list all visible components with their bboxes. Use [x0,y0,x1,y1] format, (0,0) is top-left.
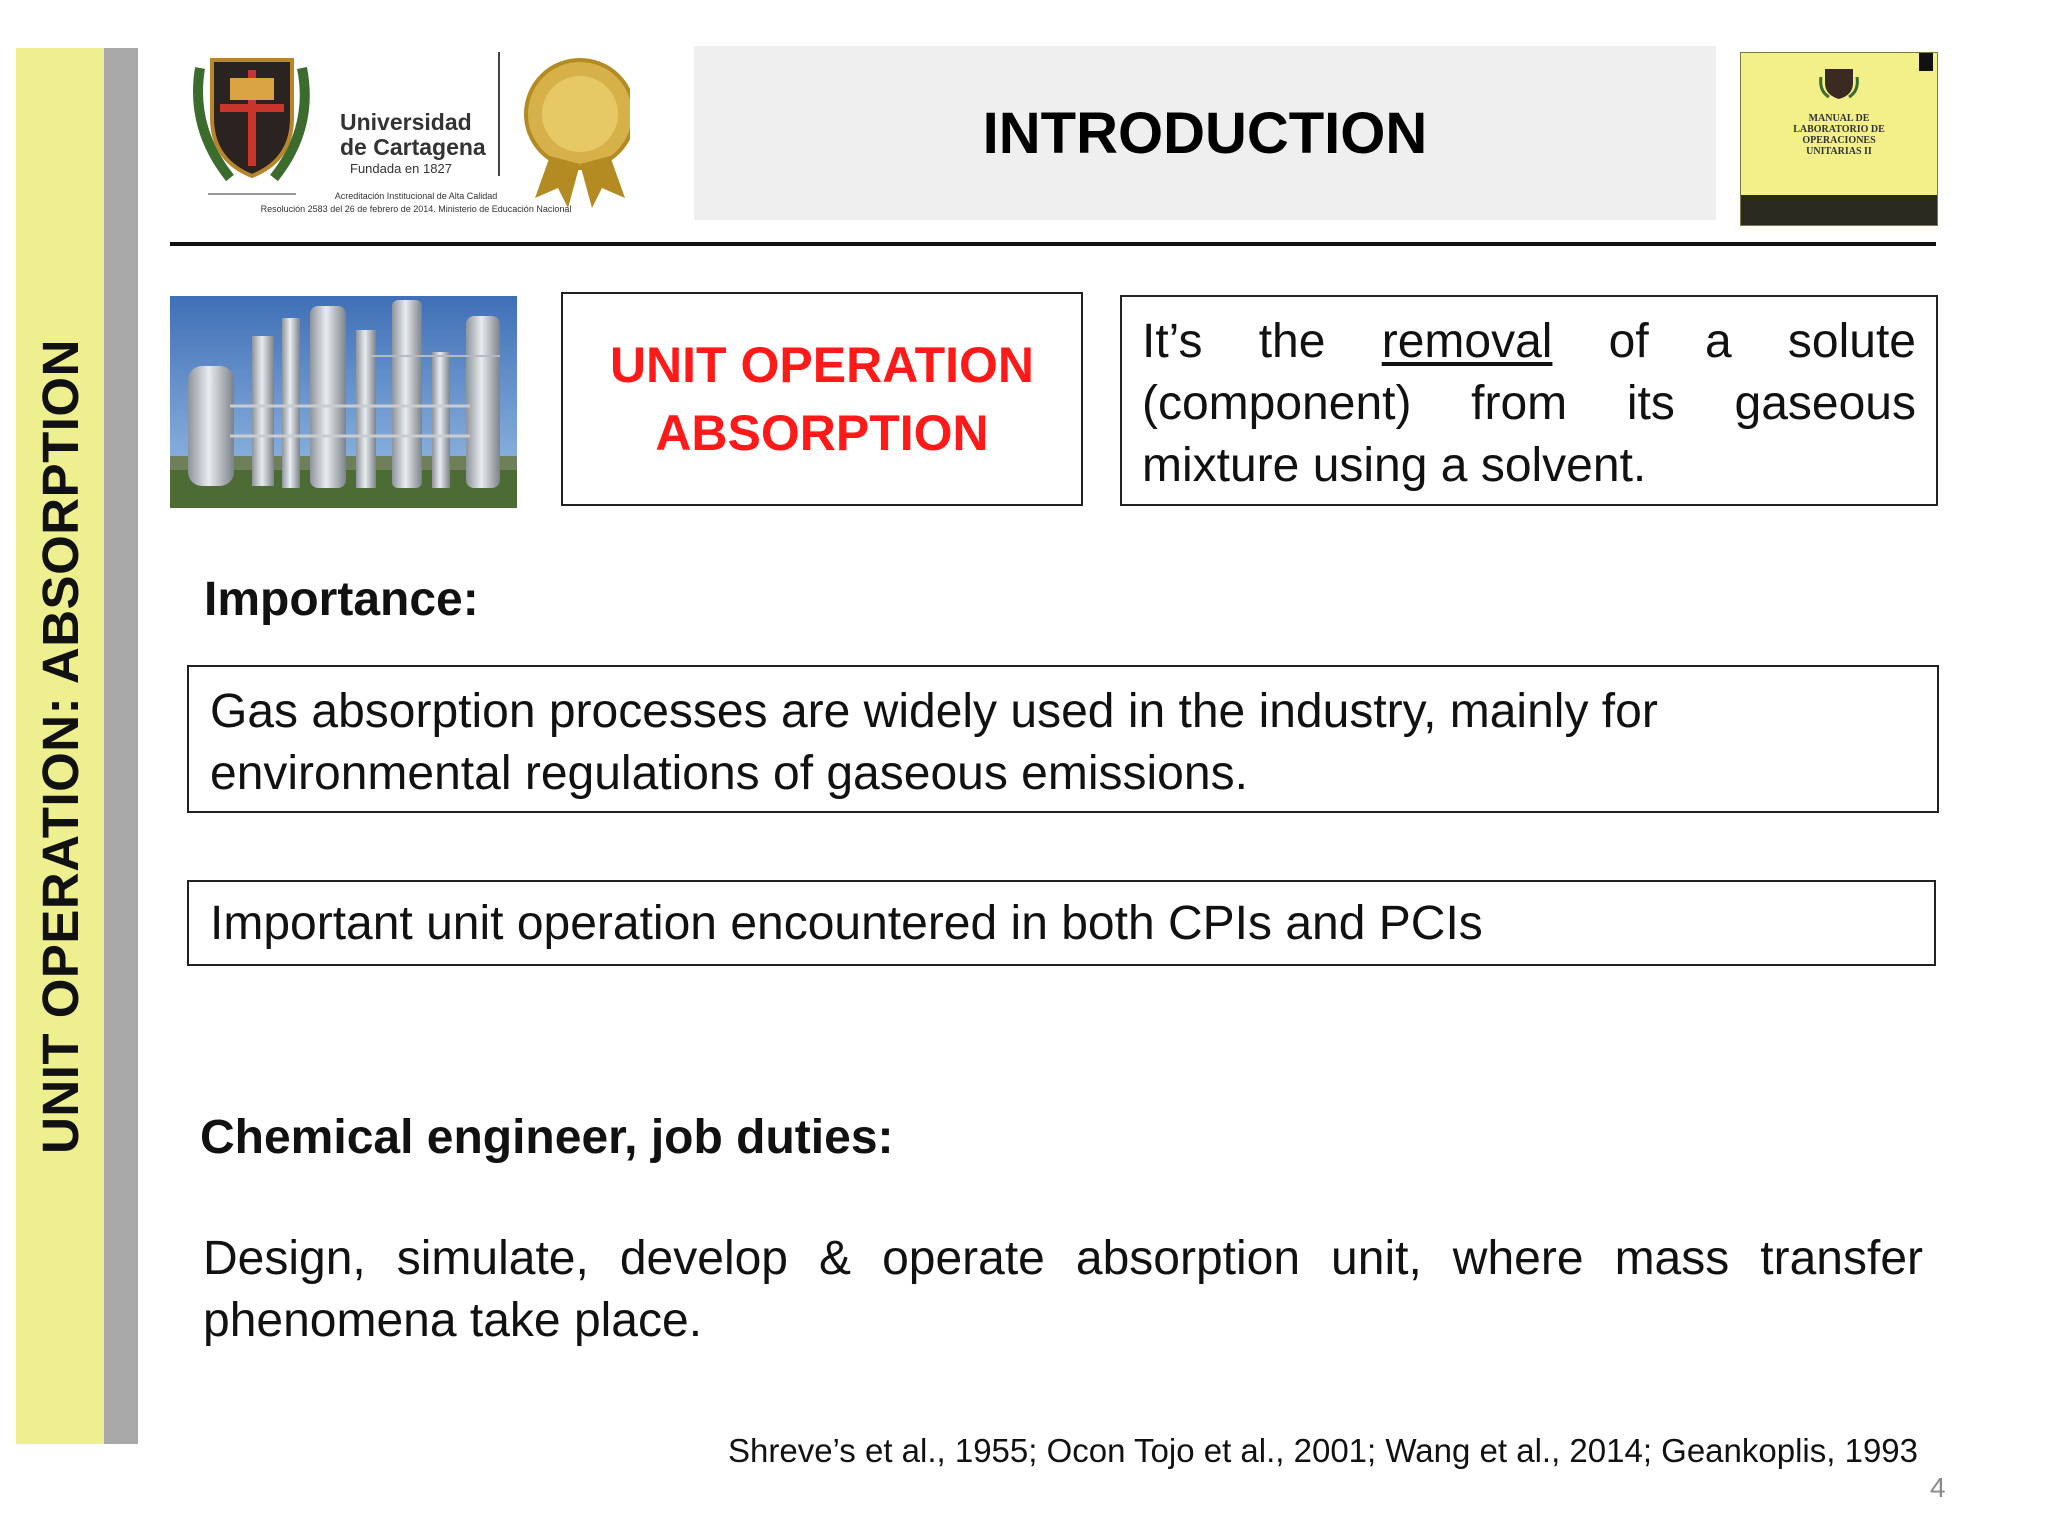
sidebar-gray-stripe [104,48,138,1444]
unit-operation-line2: ABSORPTION [655,405,989,461]
page-title: INTRODUCTION [982,100,1428,166]
book-tab [1919,53,1933,71]
definition-box [1120,295,1938,506]
importance-item2-text: Important unit operation encountered in both CPIs and PCIs [210,897,1483,950]
sidebar-title-wrap [16,48,104,1444]
importance-item2-box [187,880,1936,966]
definition-line3: mixture using a solvent. [1142,439,1647,492]
book-title-line: OPERACIONES [1802,135,1876,146]
accreditation-line2: Resolución 2583 del 26 de febrero de 2014. Ministerio de Educación Nacional [260,204,572,214]
definition-prefix: It’s the [1142,315,1382,368]
duties-heading: Chemical engineer, job duties: [200,1111,894,1164]
duties-line2: phenomena take place. [203,1294,703,1347]
book-title [1761,113,1917,157]
header-divider [170,242,1936,246]
refinery-photo [170,296,517,508]
unit-operation-box [561,292,1083,506]
sidebar-title: UNIT OPERATION: ABSORPTION [31,338,89,1154]
university-name-line1: Universidad [340,109,472,135]
duties-line1: Design, simulate, develop & operate absorption unit, where mass transfer [203,1232,1923,1285]
accreditation-line1: Acreditación Institucional de Alta Calidad [334,191,498,201]
book-footer-band [1741,195,1937,225]
book-title-line: LABORATORIO DE [1793,124,1885,135]
book-cover-image [1740,52,1938,226]
importance-item1-line2: environmental regulations of gaseous emissions. [210,747,1248,800]
importance-heading: Importance: [204,573,479,626]
logo-divider [498,52,500,176]
university-name [340,110,486,160]
definition-line1 [1142,311,1916,373]
accreditation-text [216,190,616,216]
university-name-line2: de Cartagena [340,134,486,160]
references: Shreve’s et al., 1955; Ocon Tojo et al., 2001; Wang et al., 2014; Geankoplis, 1993 [728,1432,1918,1469]
page-number: 4 [1930,1472,1946,1503]
book-title-line: MANUAL DE [1808,113,1870,124]
book-title-line: UNITARIAS II [1806,146,1872,157]
definition-keyword: removal [1381,315,1553,368]
university-founded: Fundada en 1827 [350,161,452,176]
definition-line2: (component) from its gaseous [1142,377,1916,430]
unit-operation-line1: UNIT OPERATION [609,337,1035,393]
duties-text [203,1228,1923,1352]
header-title-box [694,46,1716,220]
definition-line1-suffix: of a solute [1552,315,1916,368]
book-crest-icon [1819,67,1859,101]
importance-item1-line1: Gas absorption processes are widely used in the industry, mainly for [210,685,1658,738]
importance-item-box [187,665,1939,813]
